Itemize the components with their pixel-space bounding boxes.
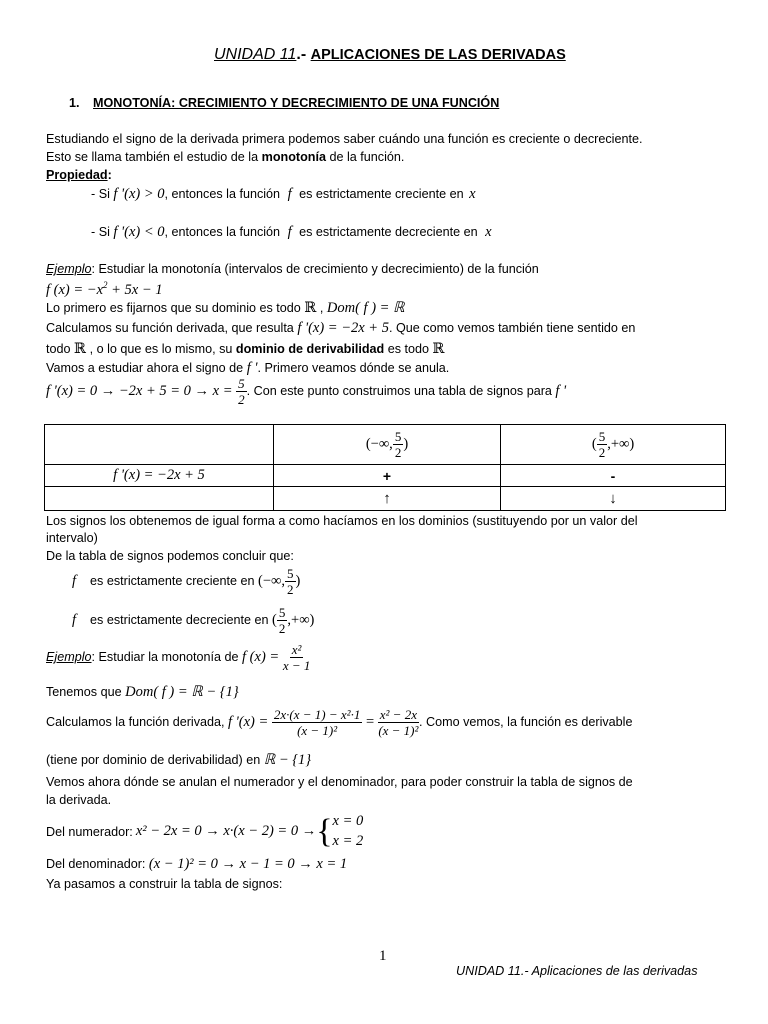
ex2-deriv-den1: (x − 1)²: [297, 723, 338, 738]
ex2-deriv-dom-a: (tiene por dominio de derivabilidad) en: [46, 753, 264, 767]
t1-col1-num: 5: [394, 429, 402, 444]
dec-text: es estrictamente decreciente en: [90, 612, 273, 627]
intro-line-1: Estudiando el signo de la derivada primera podemos saber cuándo una función es creciente o decreciente.: [46, 132, 643, 146]
example2-derivative: [46, 708, 632, 737]
inc-num: 5: [287, 566, 294, 581]
example1-derivative: [46, 320, 635, 337]
table1-header-empty: [45, 425, 274, 465]
decreasing-line: [72, 606, 314, 635]
ex1-study-a: Vamos a estudiar ahora el signo de: [46, 361, 247, 375]
dec-frac: [277, 606, 288, 635]
ex2-dom-text: Tenemos que: [46, 685, 126, 699]
inc-f: f: [72, 572, 77, 589]
prop1-f: f: [287, 186, 292, 202]
example2-domain: [46, 684, 239, 701]
example2-zeros-2: la derivada.: [46, 793, 112, 807]
ex1-todo-bold: dominio de derivabilidad: [235, 342, 385, 356]
ex2-deriv-frac2: [378, 708, 419, 737]
example2-deriv-domain: [46, 752, 311, 769]
dec-a: (: [272, 611, 277, 628]
prop1-x: x: [469, 186, 476, 202]
from-table-line: De la tabla de signos podemos concluir que:: [46, 549, 294, 563]
example1-zero: [46, 377, 566, 406]
num-label: Del numerador:: [46, 824, 133, 839]
inc-den: 2: [287, 582, 294, 597]
ex2-deriv-dom-math: ℝ − {1}: [263, 752, 312, 768]
intro-bold-monotonia: monotonía: [261, 150, 326, 164]
sign-table-1: [44, 424, 726, 511]
table1-row-label: f '(x) = −2x + 5: [45, 465, 274, 487]
num-case-2: x = 2: [332, 832, 364, 849]
num-math: x² − 2x = 0 → x·(x − 2) = 0 →: [135, 823, 317, 840]
table1-arrow-empty: [45, 487, 274, 511]
table1-header-col2: [501, 425, 726, 465]
table1-arrow-up: ↑: [274, 487, 501, 511]
ex1-study-b: . Primero veamos dónde se anula.: [257, 361, 450, 375]
prop2-x: x: [485, 224, 492, 240]
dec-num: 5: [278, 605, 286, 620]
ex2-func-den: x − 1: [282, 658, 311, 673]
build-table-line: Ya pasamos a construir la tabla de signos:: [46, 877, 283, 891]
ex1-zero-num: 5: [238, 376, 245, 391]
example2-text: : Estudiar la monotonía de: [91, 649, 243, 664]
intro-text-c: de la función.: [325, 150, 405, 164]
intro-text-a: Esto se llama también el estudio de la: [46, 150, 262, 164]
t1-col2-b: ,+∞): [607, 435, 635, 452]
example2-heading: [46, 643, 310, 672]
ex1-zero-text: . Con este punto construimos una tabla de signos para: [246, 383, 556, 398]
dec-b: ,+∞): [287, 611, 315, 628]
t1-col2-frac: [597, 430, 608, 459]
example1-todo: [46, 341, 445, 358]
t1-col2-a: (: [591, 435, 597, 452]
num-cases: [333, 812, 364, 851]
ex2-func-num: x²: [291, 642, 302, 657]
example1-domain: [46, 300, 405, 317]
ex1-func-sup: 2: [103, 280, 108, 290]
intro-line-2: [46, 150, 404, 164]
section-number: 1.: [69, 96, 80, 110]
prop2-mid: , entonces la función: [164, 225, 284, 239]
ex1-domain-math: Dom( f ) = ℝ: [326, 300, 405, 316]
property-item-1: [91, 186, 476, 203]
inc-text: es estrictamente creciente en: [90, 573, 259, 588]
prop2-prefix: - Si: [91, 225, 114, 239]
prop2-f: f: [287, 224, 292, 240]
ex1-study-math: f ': [246, 360, 258, 376]
page-title: [214, 46, 566, 64]
table1-sign-2: -: [501, 465, 726, 487]
dec-f: f: [72, 611, 77, 628]
ex2-deriv-lhs: f '(x) =: [228, 713, 272, 730]
title-separator: .-: [296, 46, 307, 63]
numerator-line: [46, 812, 363, 851]
ex1-deriv-a: Calculamos su función derivada, que resulta: [46, 321, 298, 335]
property-label: [46, 168, 112, 182]
ex1-todo-c: es todo: [384, 342, 433, 356]
table1-header-col1: [274, 425, 501, 465]
ex1-zero-math: f '(x) = 0 → −2x + 5 = 0 → x =: [46, 382, 237, 399]
title-text: APLICACIONES DE LAS DERIVADAS: [310, 47, 566, 63]
ex2-deriv-num1: 2x·(x − 1) − x²·1: [273, 707, 361, 722]
table1-arrow-down: ↓: [501, 487, 726, 511]
ex1-deriv-b: . Que como vemos también tiene sentido en: [388, 321, 636, 335]
signs-note-2: intervalo): [46, 531, 98, 545]
ex1-domain-comma: ,: [316, 301, 327, 315]
den-math: (x − 1)² = 0 → x − 1 = 0 → x = 1: [148, 856, 348, 872]
inc-a: (−∞,: [258, 572, 285, 589]
example1-study: [46, 360, 449, 377]
table1-sign-1: +: [274, 465, 501, 487]
t1-col1-frac: [393, 430, 404, 459]
ex1-zero-den: 2: [238, 392, 245, 407]
ex2-deriv-num2: x² − 2x: [379, 707, 417, 722]
section-title: MONOTONÍA: CRECIMIENTO Y DECRECIMIENTO DE UNA FUNCIÓN: [93, 96, 500, 110]
ex2-deriv-frac1: [272, 708, 362, 737]
example1-label: Ejemplo: [46, 262, 92, 276]
t1-col2-den: 2: [598, 445, 606, 460]
ex1-deriv-math: f '(x) = −2x + 5: [297, 320, 389, 336]
ex1-domain-R: ℝ: [304, 300, 317, 316]
ex1-todo-a: todo: [46, 342, 75, 356]
page-number: 1: [379, 948, 387, 964]
ex1-todo-R: ℝ: [74, 341, 87, 357]
ex1-func-b: + 5x − 1: [107, 281, 163, 298]
ex2-dom-math: Dom( f ) = ℝ − {1}: [125, 684, 239, 700]
num-case-1: x = 0: [332, 813, 364, 829]
example1-function: [46, 280, 163, 299]
t1-col2-num: 5: [598, 429, 606, 444]
example1-text: : Estudiar la monotonía (intervalos de crecimiento y decrecimiento) de la función: [91, 262, 539, 276]
prop2-math: f '(x) < 0: [113, 224, 165, 240]
property-item-2: [91, 224, 492, 241]
ex1-todo-b: , o lo que es lo mismo, su: [86, 342, 236, 356]
ex2-deriv-after: . Como vemos, la función es derivable: [418, 714, 633, 729]
ex2-deriv-den2: (x − 1)²: [378, 723, 419, 738]
ex2-deriv-text: Calculamos la función derivada,: [46, 714, 229, 729]
signs-note-1: Los signos los obtenemos de igual forma a como hacíamos en los dominios (sustituyendo por un valor del: [46, 514, 638, 528]
example2-zeros-1: Vemos ahora dónde se anulan el numerador y el denominador, para poder construir la tabla de signos de: [46, 775, 633, 789]
property-label-text: Propiedad: [46, 168, 108, 182]
prop1-prefix: - Si: [91, 187, 114, 201]
inc-frac: [285, 567, 296, 596]
prop1-mid: , entonces la función: [164, 187, 284, 201]
increasing-line: [72, 567, 300, 596]
ex2-func-frac: [283, 643, 311, 672]
prop1-text: es estrictamente creciente en: [295, 187, 468, 201]
brace-symbol: {: [316, 812, 333, 850]
section-heading: [69, 96, 499, 110]
inc-b: ): [295, 572, 301, 589]
dec-den: 2: [278, 621, 286, 636]
ex1-zero-frac: [236, 377, 247, 406]
property-colon: :: [107, 168, 112, 182]
t1-col1-a: (−∞,: [365, 435, 393, 452]
ex1-domain-text: Lo primero es fijarnos que su dominio es todo: [46, 301, 305, 315]
prop2-text: es estrictamente decreciente en: [295, 225, 482, 239]
ex2-func-lhs: f (x) =: [242, 648, 283, 665]
example2-label: Ejemplo: [46, 649, 92, 664]
prop1-math: f '(x) > 0: [113, 186, 165, 202]
t1-col1-den: 2: [394, 445, 402, 460]
unit-label: UNIDAD 11: [214, 46, 297, 63]
ex2-deriv-eq: =: [362, 713, 378, 730]
ex1-zero-f: f ': [555, 382, 567, 399]
ex1-func-a: f (x) = −x: [46, 281, 104, 298]
running-footer: UNIDAD 11.- Aplicaciones de las derivadas: [456, 964, 698, 978]
denominator-line: [46, 856, 347, 873]
example1-heading: [46, 262, 539, 276]
t1-col1-b: ): [403, 435, 409, 452]
ex1-todo-R2: ℝ: [432, 341, 445, 357]
den-label: Del denominador:: [46, 857, 149, 871]
